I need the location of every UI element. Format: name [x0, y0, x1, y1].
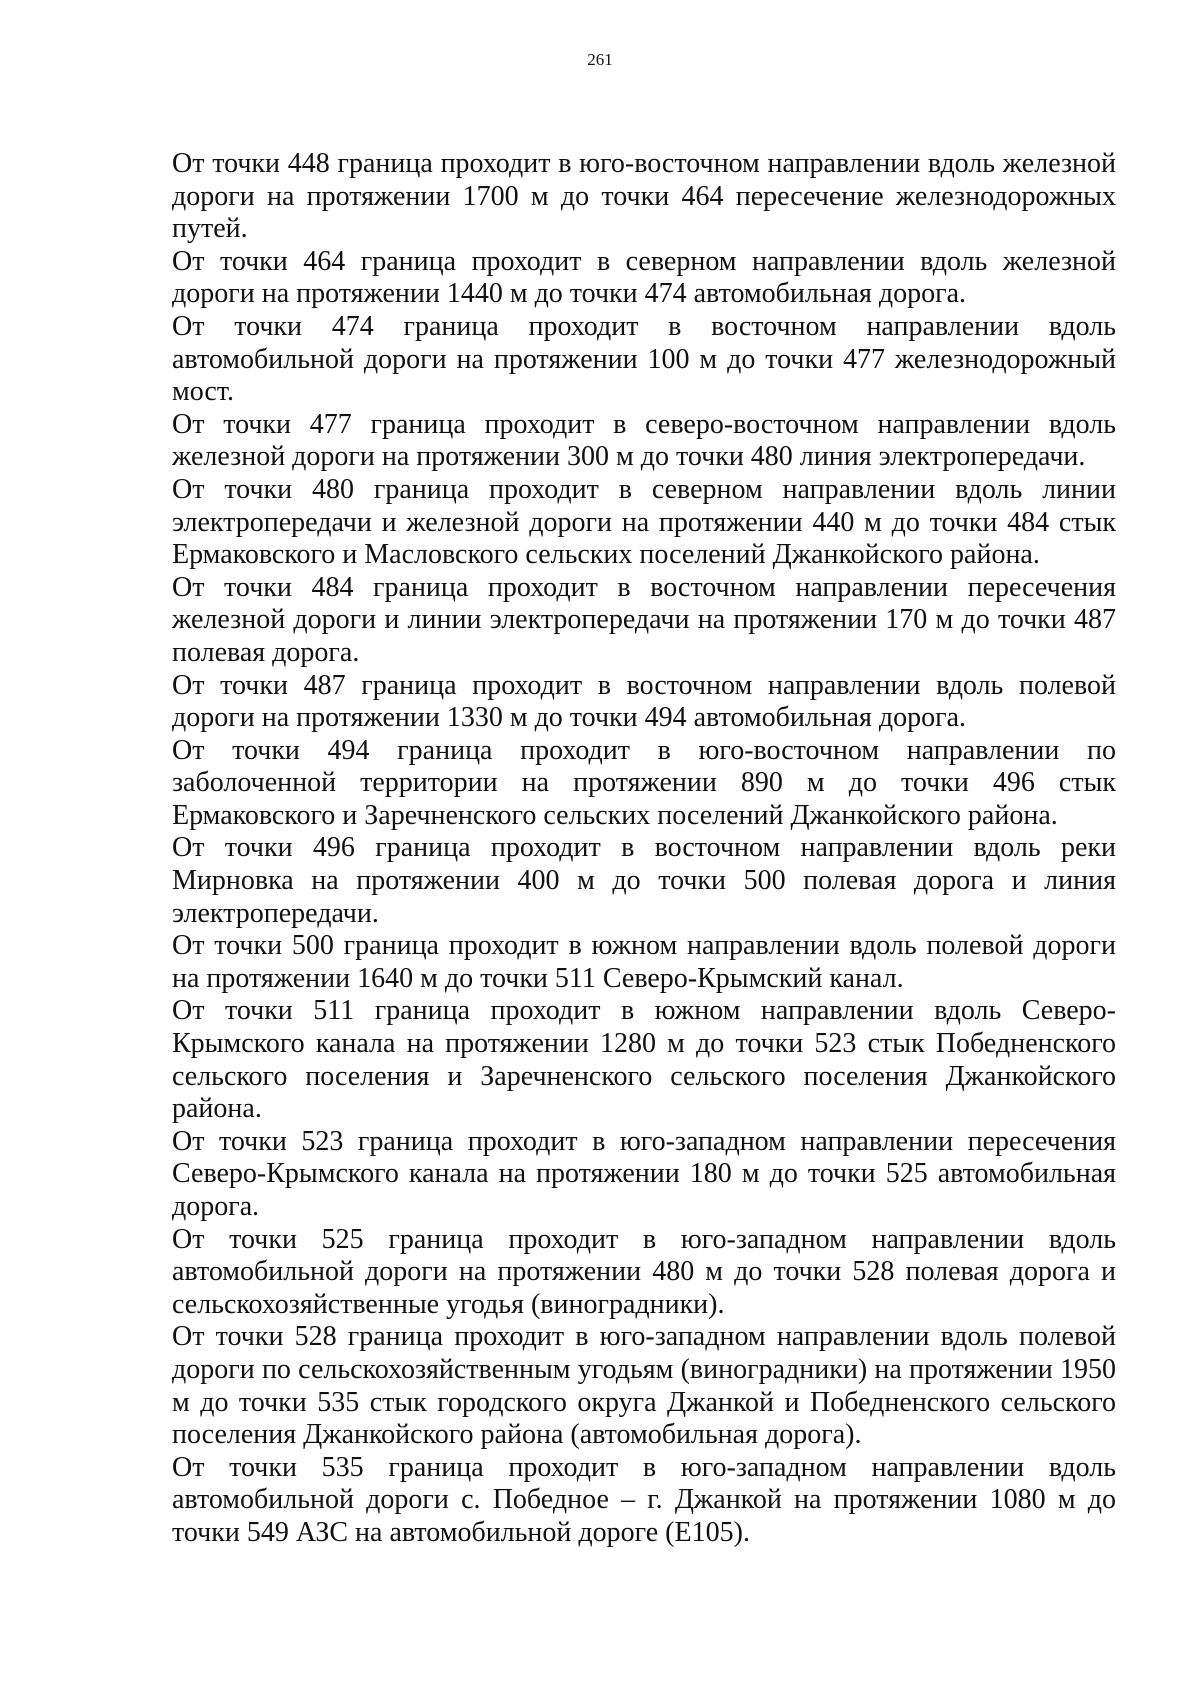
paragraph-500: От точки 500 граница проходит в южном направлении вдоль полевой дороги на протяжении 1640 м до точки 511 Северо-Крымский канал.: [172, 930, 1116, 994]
paragraph-474: От точки 474 граница проходит в восточном направлении вдоль автомобильной дороги на протяжении 100 м до точки 477 железнодорожный мост.: [172, 310, 1116, 408]
paragraph-528: От точки 528 граница проходит в юго-западном направлении вдоль полевой дороги по сельскохозяйственным угодьям (виноградники) на протяжении 1950 м до точки 535 стык городского округа Джанкой и Победненского сельского поселения Джанкойского района (автомобильная дорога).: [172, 1321, 1116, 1451]
page-number: 261: [587, 50, 613, 69]
paragraph-494: От точки 494 граница проходит в юго-восточном направлении по заболоченной территории на протяжении 890 м до точки 496 стык Ермаковского и Заречненского сельских поселений Джанкойского района.: [172, 734, 1116, 831]
paragraph-484: От точки 484 граница проходит в восточном направлении пересечения железной дороги и линии электропередачи на протяжении 170 м до точки 487 полевая дорога.: [172, 571, 1116, 668]
paragraph-477: От точки 477 граница проходит в северо-восточном направлении вдоль железной дороги на протяжении 300 м до точки 480 линия электропередачи.: [172, 408, 1116, 473]
paragraph-535: От точки 535 граница проходит в юго-западном направлении вдоль автомобильной дороги с. Победное – г. Джанкой на протяжении 1080 м до точки 549 АЗС на автомобильной дороге (Е105).: [172, 1451, 1116, 1548]
paragraph-487: От точки 487 граница проходит в восточном направлении вдоль полевой дороги на протяжении 1330 м до точки 494 автомобильная дорога.: [172, 669, 1116, 734]
paragraph-480: От точки 480 граница проходит в северном направлении вдоль линии электропередачи и железной дороги на протяжении 440 м до точки 484 стык Ермаковского и Масловского сельских поселений Джанкойского района.: [172, 473, 1116, 571]
paragraph-464: От точки 464 граница проходит в северном направлении вдоль железной дороги на протяжении 1440 м до точки 474 автомобильная дорога.: [172, 245, 1116, 310]
document-body: [172, 148, 1116, 1550]
paragraph-448: От точки 448 граница проходит в юго-восточном направлении вдоль железной дороги на протяжении 1700 м до точки 464 пересечение железнодорожных путей.: [172, 148, 1116, 245]
paragraph-523: От точки 523 граница проходит в юго-западном направлении пересечения Северо-Крымского канала на протяжении 180 м до точки 525 автомобильная дорога.: [172, 1125, 1116, 1222]
paragraph-511: От точки 511 граница проходит в южном направлении вдоль Северо-Крымского канала на протяжении 1280 м до точки 523 стык Победненского сельского поселения и Заречненского сельского поселения Джанкойского района.: [172, 995, 1116, 1125]
paragraph-496: От точки 496 граница проходит в восточном направлении вдоль реки Мирновка на протяжении 400 м до точки 500 полевая дорога и линия электропередачи.: [172, 832, 1116, 929]
paragraph-525: От точки 525 граница проходит в юго-западном направлении вдоль автомобильной дороги на протяжении 480 м до точки 528 полевая дорога и сельскохозяйственные угодья (виноградники).: [172, 1223, 1116, 1320]
